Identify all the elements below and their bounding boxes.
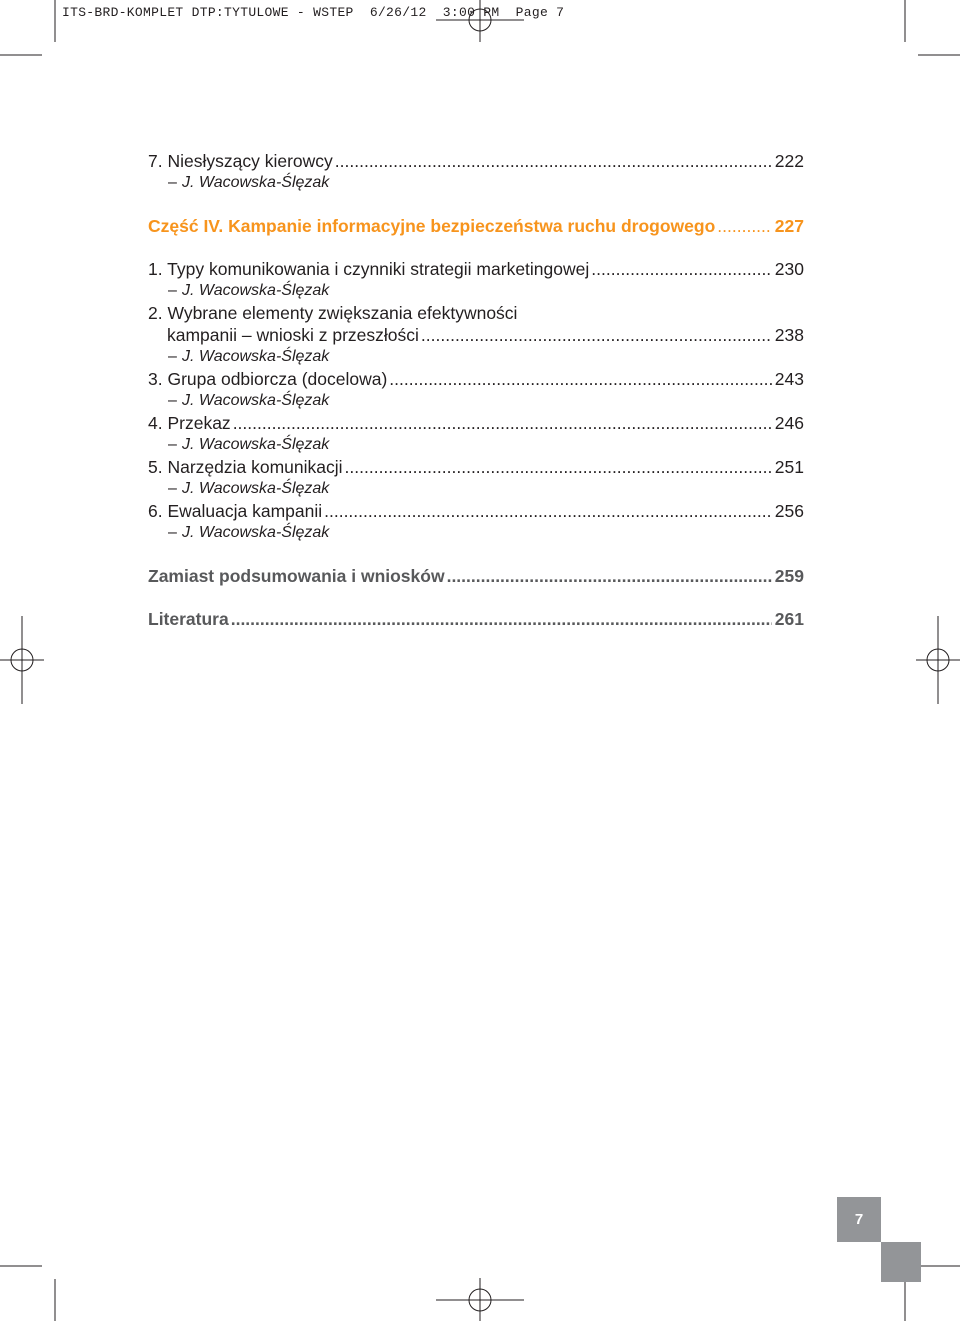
toc-entry-summary [148,565,804,587]
toc-entry-title: kampanii – wnioski z przeszłości [167,325,419,345]
toc-entry-literature [148,608,804,630]
registration-mark-top [436,0,524,42]
toc-entry-title: 4. Przekaz [148,413,231,433]
dot-leader [717,215,772,237]
toc-entry-2 [148,324,804,346]
toc-entry-ch7 [148,150,804,172]
toc-entry-page: 261 [774,609,804,629]
toc-part-heading [148,215,804,237]
dot-leader [335,150,772,172]
toc-entry-author: – J. Wacowska-Ślęzak [168,282,330,299]
toc-entry-title: 6. Ewaluacja kampanii [148,501,323,521]
toc-entry-5 [148,456,804,478]
dot-leader [447,565,772,587]
dot-leader [324,500,772,522]
toc-entry-page: 222 [774,151,804,171]
toc-entry-page: 230 [774,259,804,279]
toc-entry-2-line1: 2. Wybrane elementy zwiększania efektywności [148,303,518,323]
dot-leader [591,258,772,280]
page-number: 7 [854,1211,864,1228]
toc-entry-1 [148,258,804,280]
registration-mark-bottom [436,1278,524,1321]
decorative-gray-box [881,1242,921,1282]
toc-entry-title: 5. Narzędzia komunikacji [148,457,343,477]
toc-entry-page: 246 [774,413,804,433]
toc-entry-page: 251 [774,457,804,477]
toc-entry-page: 256 [774,501,804,521]
toc-part-title: Część IV. Kampanie informacyjne bezpieczeństwa ruchu drogowego [148,216,716,236]
toc-entry-author: – J. Wacowska-Ślęzak [168,348,330,365]
toc-entry-author: – J. Wacowska-Ślęzak [168,436,330,453]
registration-mark-right [916,616,960,704]
dot-leader [231,608,772,630]
toc-entry-author: – J. Wacowska-Ślęzak [168,480,330,497]
dot-leader [345,456,772,478]
dot-leader [389,368,772,390]
toc-entry-3 [148,368,804,390]
registration-mark-left [0,616,44,704]
toc-entry-page: 243 [774,369,804,389]
toc-entry-title: Literatura [148,609,229,629]
toc-entry-title: Zamiast podsumowania i wniosków [148,566,445,586]
page-number-tab [837,1197,881,1242]
table-of-contents [148,150,804,630]
toc-entry-page: 238 [774,325,804,345]
toc-entry-6 [148,500,804,522]
dot-leader [421,324,772,346]
toc-entry-title: 7. Niesłyszący kierowcy [148,151,333,171]
toc-entry-title: 3. Grupa odbiorcza (docelowa) [148,369,388,389]
toc-entry-author: – J. Wacowska-Ślęzak [168,174,330,191]
toc-entry-author: – J. Wacowska-Ślęzak [168,524,330,541]
toc-entry-author: – J. Wacowska-Ślęzak [168,392,330,409]
toc-entry-4 [148,412,804,434]
dot-leader [233,412,772,434]
toc-entry-page: 259 [774,566,804,586]
toc-entry-title: 1. Typy komunikowania i czynniki strategii marketingowej [148,259,590,279]
print-slug: ITS-BRD-KOMPLET DTP:TYTULOWE - WSTEP 6/26/12 3:00 PM Page 7 [62,5,565,20]
toc-part-page: 227 [774,216,804,236]
